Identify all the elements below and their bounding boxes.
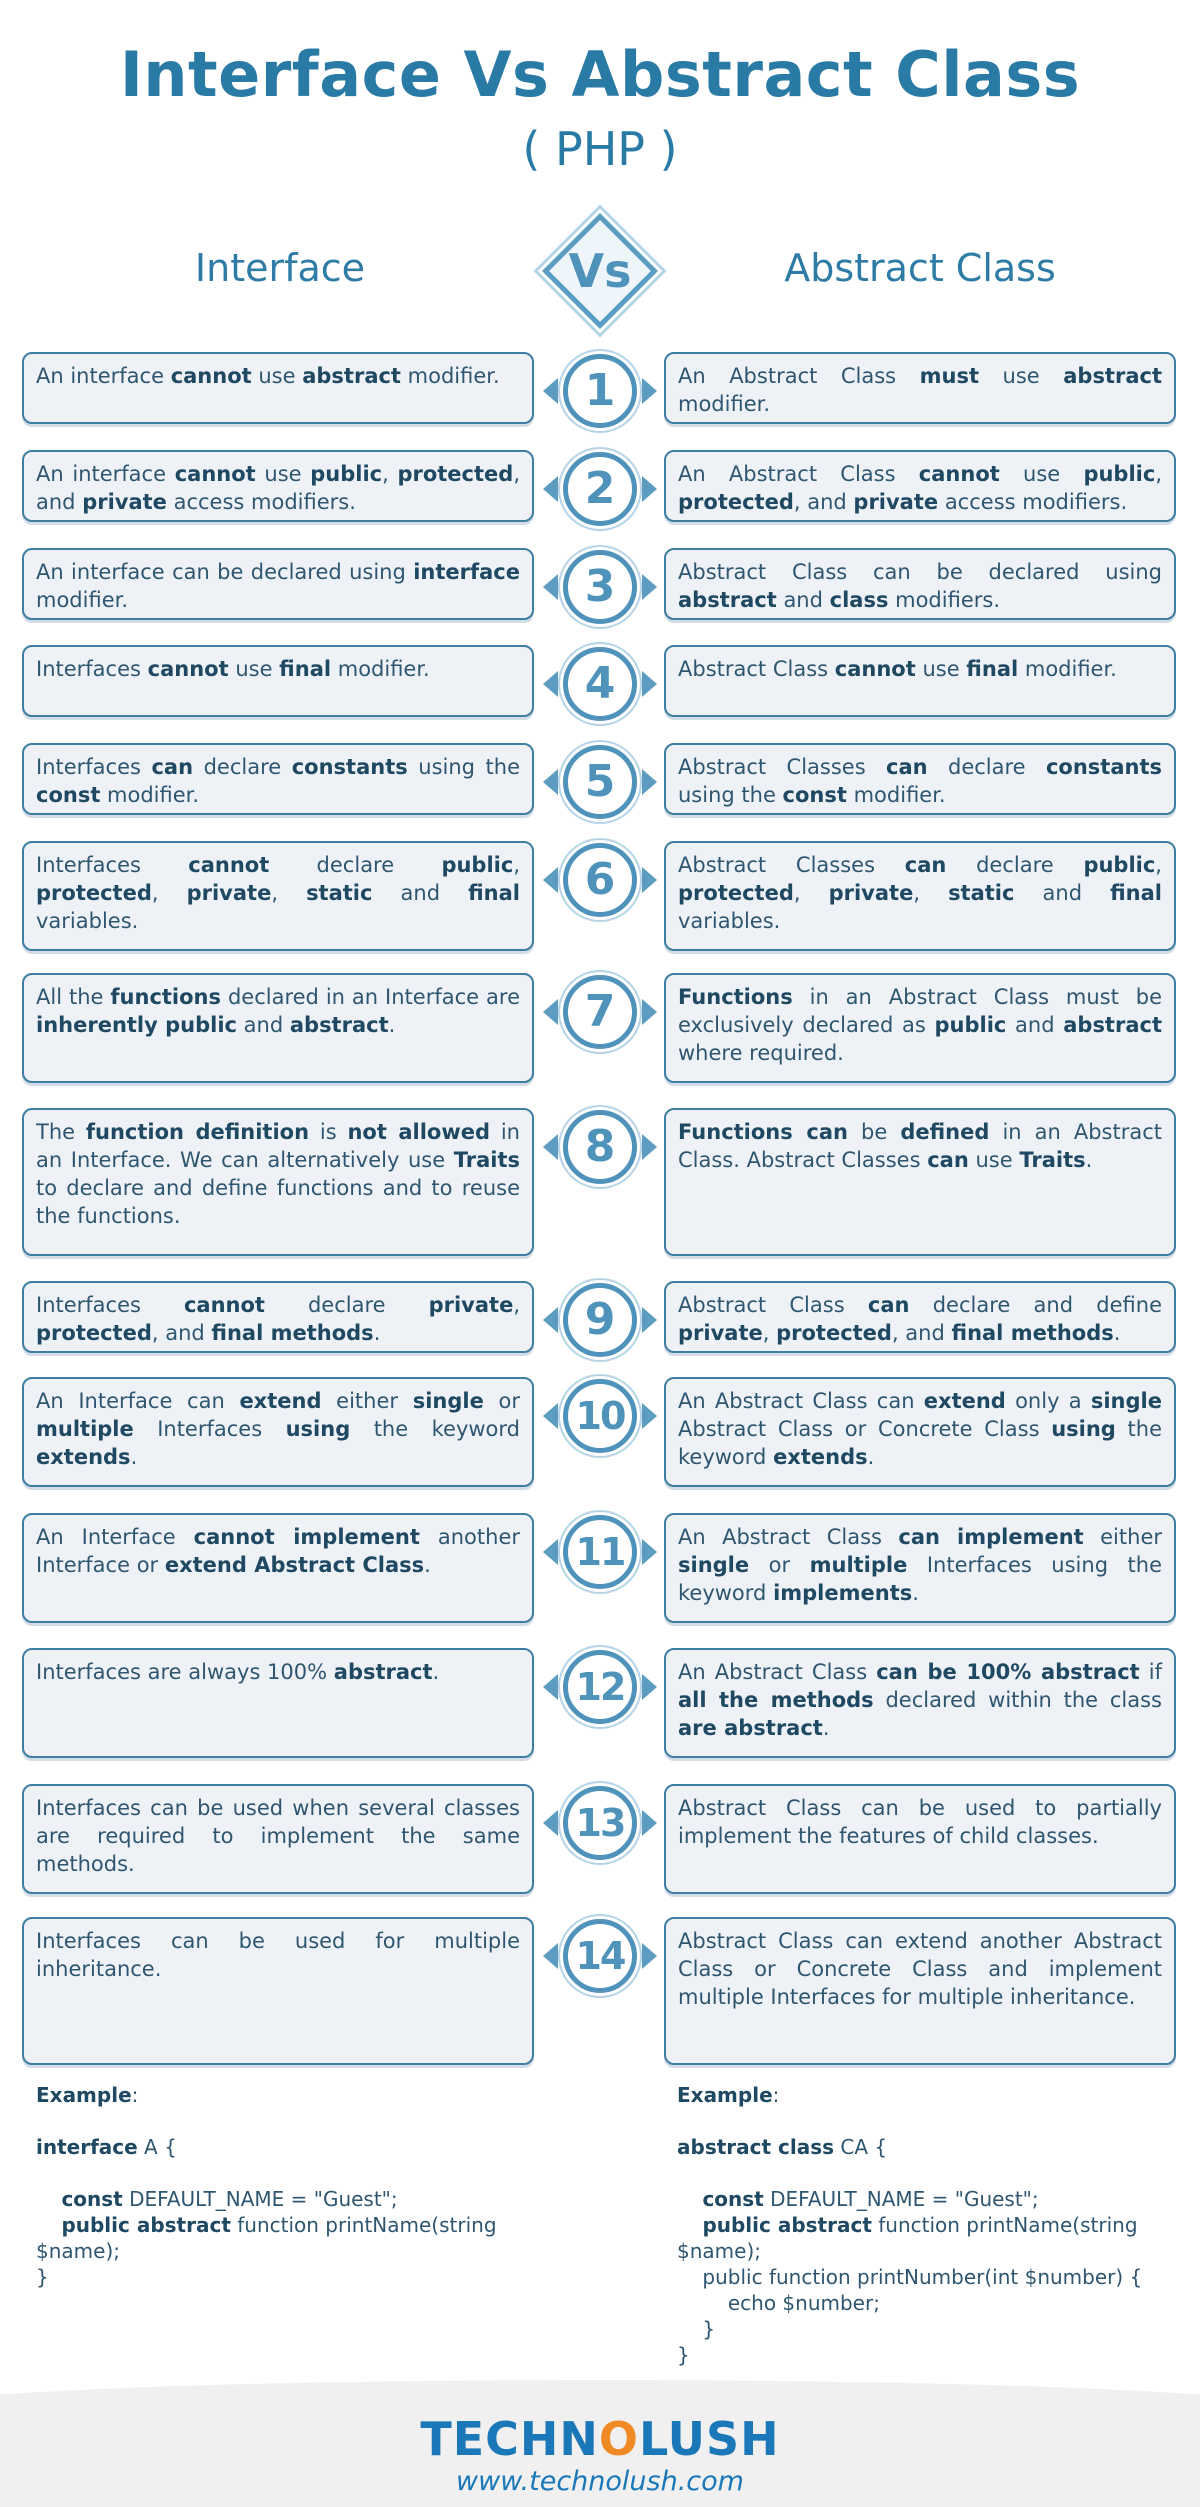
comparison-row <box>0 645 1200 717</box>
arrow-right-icon <box>642 1307 657 1333</box>
comparison-row <box>0 1917 1200 2065</box>
arrow-left-icon <box>543 1134 558 1160</box>
row-number-badge <box>540 1108 660 1188</box>
comparison-row <box>0 1784 1200 1894</box>
code-line: abstract class CA { <box>677 2135 888 2159</box>
arrow-right-icon <box>642 1403 657 1429</box>
code-line: $name); <box>36 2239 120 2263</box>
abstract-class-point: Abstract Class can be declared using abstract and class modifiers. <box>664 548 1176 620</box>
code-line: Example: <box>36 2083 139 2107</box>
arrow-left-icon <box>543 1810 558 1836</box>
abstract-class-point: Abstract Class can declare and define private, protected, and final methods. <box>664 1281 1176 1353</box>
code-line: Example: <box>677 2083 780 2107</box>
abstract-class-heading: Abstract Class <box>784 246 1056 290</box>
arrow-left-icon <box>543 1307 558 1333</box>
code-line <box>677 2160 1197 2186</box>
abstract-class-point: Functions can be defined in an Abstract Class. Abstract Classes can use Traits. <box>664 1108 1176 1256</box>
abstract-class-point: Abstract Classes can declare public, protected, private, static and final variables. <box>664 841 1176 951</box>
code-line: } <box>36 2265 49 2289</box>
comparison-row <box>0 450 1200 522</box>
arrow-right-icon <box>642 769 657 795</box>
interface-point: Interfaces cannot declare private, protected, and final methods. <box>22 1281 534 1353</box>
row-number-badge <box>540 450 660 530</box>
arrow-left-icon <box>543 1403 558 1429</box>
interface-point: Interfaces can be used when several classes are required to implement the same methods. <box>22 1784 534 1894</box>
row-number: 4 <box>563 647 637 721</box>
comparison-row <box>0 1513 1200 1623</box>
row-number-badge <box>540 743 660 823</box>
arrow-right-icon <box>642 378 657 404</box>
abstract-class-example-code <box>677 2082 1197 2368</box>
comparison-row <box>0 841 1200 951</box>
interface-point: Interfaces cannot use final modifier. <box>22 645 534 717</box>
arrow-left-icon <box>543 378 558 404</box>
interface-heading: Interface <box>194 246 366 290</box>
code-line: const DEFAULT_NAME = "Guest"; <box>702 2187 1039 2211</box>
row-number: 3 <box>563 550 637 624</box>
row-number-badge <box>540 1917 660 1997</box>
arrow-left-icon <box>543 999 558 1025</box>
arrow-left-icon <box>543 476 558 502</box>
abstract-class-point: An Abstract Class cannot use public, protected, and private access modifiers. <box>664 450 1176 522</box>
arrow-left-icon <box>543 574 558 600</box>
code-line: public abstract function printName(string <box>61 2213 497 2237</box>
page-subtitle: ( PHP ) <box>522 122 678 176</box>
arrow-right-icon <box>642 867 657 893</box>
row-number-badge <box>540 645 660 725</box>
row-number: 12 <box>563 1650 637 1724</box>
row-number-badge <box>540 1377 660 1457</box>
interface-point: Interfaces cannot declare public, protected, private, static and final variables. <box>22 841 534 951</box>
code-line: } <box>677 2317 716 2341</box>
comparison-row <box>0 1377 1200 1487</box>
row-number-badge <box>540 352 660 432</box>
interface-point: An interface can be declared using interface modifier. <box>22 548 534 620</box>
row-number: 6 <box>563 843 637 917</box>
arrow-right-icon <box>642 671 657 697</box>
code-line: echo $number; <box>677 2291 880 2315</box>
arrow-right-icon <box>642 1134 657 1160</box>
interface-point: An Interface can extend either single or multiple Interfaces using the keyword extends. <box>22 1377 534 1487</box>
comparison-row <box>0 973 1200 1083</box>
arrow-right-icon <box>642 999 657 1025</box>
abstract-class-point: Abstract Class cannot use final modifier. <box>664 645 1176 717</box>
comparison-row <box>0 548 1200 620</box>
interface-point: Interfaces are always 100% abstract. <box>22 1648 534 1758</box>
arrow-right-icon <box>642 574 657 600</box>
row-number: 2 <box>563 452 637 526</box>
abstract-class-point: An Abstract Class can be 100% abstract if all the methods declared within the class are abstract. <box>664 1648 1176 1758</box>
row-number-badge <box>540 1513 660 1593</box>
row-number: 9 <box>563 1283 637 1357</box>
arrow-left-icon <box>543 1539 558 1565</box>
row-number-badge <box>540 1648 660 1728</box>
interface-point: An interface cannot use abstract modifier. <box>22 352 534 424</box>
code-line: $name); <box>677 2239 761 2263</box>
comparison-row <box>0 743 1200 815</box>
abstract-class-point: An Abstract Class can extend only a single Abstract Class or Concrete Class using the keyword extends. <box>664 1377 1176 1487</box>
row-number: 1 <box>563 354 637 428</box>
website-url: www.technolush.com <box>456 2466 744 2497</box>
comparison-row <box>0 1648 1200 1758</box>
row-number: 7 <box>563 975 637 1049</box>
arrow-left-icon <box>543 867 558 893</box>
comparison-row <box>0 352 1200 424</box>
comparison-row <box>0 1108 1200 1256</box>
arrow-right-icon <box>642 1674 657 1700</box>
interface-point: The function definition is not allowed in an Interface. We can alternatively use Traits to declare and define functions and to reuse the functions. <box>22 1108 534 1256</box>
abstract-class-point: Abstract Classes can declare constants using the const modifier. <box>664 743 1176 815</box>
row-number-badge <box>540 841 660 921</box>
code-line: interface A { <box>36 2135 177 2159</box>
vs-label: Vs <box>568 244 632 298</box>
code-line: public function printNumber(int $number) { <box>677 2265 1143 2289</box>
interface-point: An interface cannot use public, protected, and private access modifiers. <box>22 450 534 522</box>
interface-example-code <box>36 2082 556 2290</box>
row-number-badge <box>540 1784 660 1864</box>
arrow-right-icon <box>642 1943 657 1969</box>
row-number: 11 <box>563 1515 637 1589</box>
interface-point: Interfaces can be used for multiple inheritance. <box>22 1917 534 2065</box>
row-number: 13 <box>563 1786 637 1860</box>
code-line <box>36 2108 556 2134</box>
technolush-logo: TECHNOLUSH <box>420 2412 780 2466</box>
code-line: const DEFAULT_NAME = "Guest"; <box>61 2187 398 2211</box>
abstract-class-point: Functions in an Abstract Class must be exclusively declared as public and abstract where required. <box>664 973 1176 1083</box>
arrow-right-icon <box>642 1810 657 1836</box>
abstract-class-point: Abstract Class can be used to partially implement the features of child classes. <box>664 1784 1176 1894</box>
code-line: public abstract function printName(string <box>702 2213 1138 2237</box>
row-number: 14 <box>563 1919 637 1993</box>
arrow-left-icon <box>543 671 558 697</box>
arrow-left-icon <box>543 769 558 795</box>
comparison-row <box>0 1281 1200 1353</box>
code-line <box>36 2160 556 2186</box>
row-number-badge <box>540 973 660 1053</box>
abstract-class-point: An Abstract Class can implement either single or multiple Interfaces using the keyword implements. <box>664 1513 1176 1623</box>
row-number: 8 <box>563 1110 637 1184</box>
arrow-left-icon <box>543 1674 558 1700</box>
row-number: 5 <box>563 745 637 819</box>
abstract-class-point: Abstract Class can extend another Abstract Class or Concrete Class and implement multiple Interfaces for multiple inheritance. <box>664 1917 1176 2065</box>
interface-point: All the functions declared in an Interface are inherently public and abstract. <box>22 973 534 1083</box>
arrow-right-icon <box>642 476 657 502</box>
page-title: Interface Vs Abstract Class <box>119 38 1081 111</box>
interface-point: Interfaces can declare constants using the const modifier. <box>22 743 534 815</box>
arrow-right-icon <box>642 1539 657 1565</box>
arrow-left-icon <box>543 1943 558 1969</box>
row-number-badge <box>540 548 660 628</box>
abstract-class-point: An Abstract Class must use abstract modifier. <box>664 352 1176 424</box>
code-line <box>677 2108 1197 2134</box>
interface-point: An Interface cannot implement another Interface or extend Abstract Class. <box>22 1513 534 1623</box>
row-number: 10 <box>563 1379 637 1453</box>
code-line: } <box>677 2343 690 2367</box>
row-number-badge <box>540 1281 660 1361</box>
